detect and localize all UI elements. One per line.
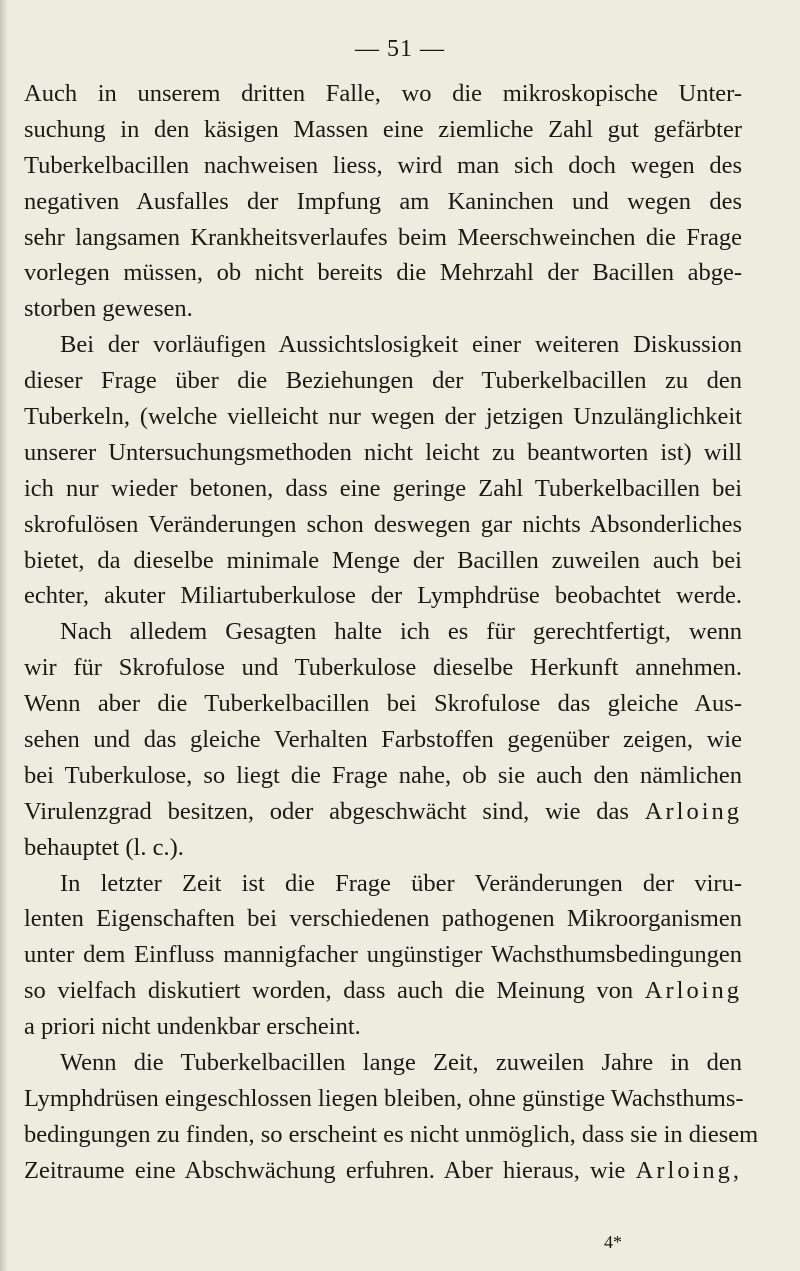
- text-fragment: so vielfach diskutiert worden, dass auch die Meinung von: [24, 977, 634, 1005]
- text-line: echter, akuter Miliartuberkulose der Lymphdrüse beobachtet werde.: [24, 582, 742, 610]
- text-line: Tuberkeln, (welche vielleicht nur wegen der jetzigen Unzulänglichkeit: [24, 403, 742, 431]
- paragraph-start: Nach alledem Gesagten halte ich es für gerechtfertigt, wenn: [60, 618, 742, 646]
- text-line: suchung in den käsigen Massen eine ziemliche Zahl gut gefärbter: [24, 115, 742, 143]
- text-line-with-author: [24, 1153, 742, 1189]
- text-line: ich nur wieder betonen, dass eine geringe Zahl Tuberkelbacillen bei: [24, 474, 742, 502]
- text-line: sehr langsamen Krankheitsverlaufes beim Meerschweinchen die Frage: [24, 223, 742, 251]
- paragraph-start: Wenn die Tuberkelbacillen lange Zeit, zuweilen Jahre in den: [60, 1049, 742, 1077]
- body-text: [24, 76, 759, 1189]
- signature-mark: 4*: [604, 1232, 622, 1252]
- text-line: dieser Frage über die Beziehungen der Tuberkelbacillen zu den: [24, 367, 742, 395]
- text-line: Tuberkelbacillen nachweisen liess, wird man sich doch wegen des: [24, 151, 742, 179]
- text-line: sehen und das gleiche Verhalten Farbstoffen gegenüber zeigen, wie: [24, 726, 742, 754]
- text-line: vorlegen müssen, ob nicht bereits die Mehrzahl der Bacillen abge-: [24, 259, 742, 287]
- text-line-with-author: [24, 973, 742, 1009]
- text-line: Auch in unserem dritten Falle, wo die mikroskopische Unter-: [24, 80, 742, 107]
- text-line: bedingungen zu finden, so erscheint es nicht unmöglich, dass sie in diesem: [24, 1120, 759, 1148]
- text-line-with-author: [24, 794, 742, 830]
- paragraph-start: Bei der vorläufigen Aussichtslosigkeit einer weiteren Diskussion: [60, 331, 742, 359]
- text-line: lenten Eigenschaften bei verschiedenen pathogenen Mikroorganismen: [24, 905, 742, 933]
- author-name: Arloing: [644, 797, 742, 825]
- page-number: — 51 —: [355, 36, 445, 62]
- author-name: Arloing: [644, 977, 743, 1005]
- text-line: unserer Untersuchungsmethoden nicht leicht zu beantworten ist) will: [24, 438, 742, 466]
- text-line: behauptet (l. c.).: [24, 833, 184, 861]
- text-line: wir für Skrofulose und Tuberkulose dieselbe Herkunft annehmen.: [24, 654, 742, 682]
- text-line: Wenn aber die Tuberkelbacillen bei Skrofulose das gleiche Aus-: [24, 690, 742, 718]
- page-edge: [0, 0, 8, 1271]
- text-fragment: Virulenzgrad besitzen, oder abgeschwächt sind, wie das: [24, 797, 629, 825]
- text-line: unter dem Einfluss mannigfacher ungünstiger Wachsthumsbedingungen: [24, 941, 742, 969]
- text-line: negativen Ausfalles der Impfung am Kaninchen und wegen des: [24, 187, 742, 215]
- author-name: Arloing,: [635, 1156, 742, 1184]
- text-line: bei Tuberkulose, so liegt die Frage nahe, ob sie auch den nämlichen: [24, 761, 742, 789]
- text-line: a priori nicht undenkbar erscheint.: [24, 1013, 361, 1041]
- text-line: Lymphdrüsen eingeschlossen liegen bleiben, ohne günstige Wachsthums-: [24, 1084, 744, 1112]
- text-fragment: Zeitraume eine Abschwächung erfuhren. Aber hieraus, wie: [24, 1156, 626, 1184]
- paragraph-start: In letzter Zeit ist die Frage über Veränderungen der viru-: [60, 869, 742, 897]
- text-line: bietet, da dieselbe minimale Menge der Bacillen zuweilen auch bei: [24, 546, 742, 574]
- text-line: skrofulösen Veränderungen schon deswegen gar nichts Absonderliches: [24, 510, 742, 538]
- text-line: storben gewesen.: [24, 295, 193, 323]
